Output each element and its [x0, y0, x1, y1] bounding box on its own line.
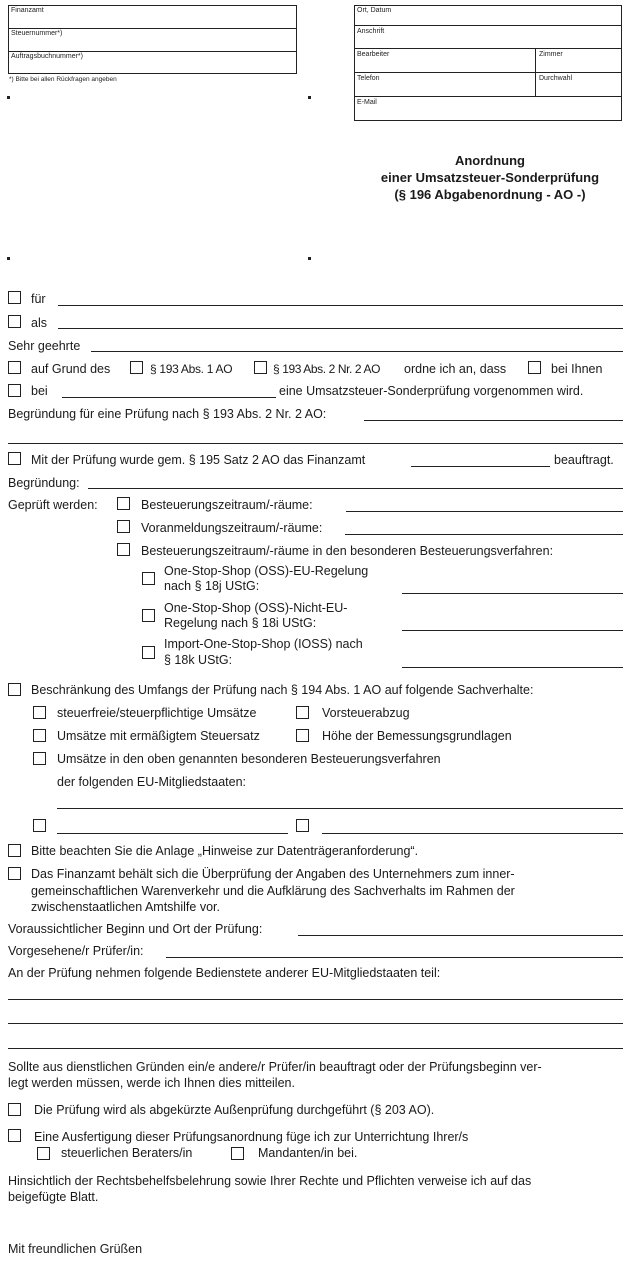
- als-input-line[interactable]: [58, 328, 623, 329]
- besteuerungszeitraum-label: Besteuerungszeitraum/-räume:: [141, 498, 313, 512]
- document-title-line2: einer Umsatzsteuer-Sonderprüfung: [380, 170, 600, 185]
- finanzamt-label: Finanzamt: [11, 7, 44, 14]
- voranmeldungszeitraum-checkbox[interactable]: [117, 520, 130, 533]
- fold-marker: [308, 257, 311, 260]
- vorsteuerabzug-label: Vorsteuerabzug: [322, 706, 410, 720]
- finanzamt-beauftragt-label: Mit der Prüfung wurde gem. § 195 Satz 2 AO das Finanzamt: [31, 453, 366, 467]
- beauftragt-label: beauftragt.: [554, 453, 614, 467]
- steuernummer-label: Steuernummer*): [11, 30, 63, 37]
- divider: [8, 28, 297, 29]
- durchwahl-label: Durchwahl: [539, 75, 573, 82]
- sonstige-1-checkbox[interactable]: [33, 819, 46, 832]
- vorbehalt-checkbox[interactable]: [8, 867, 21, 880]
- divider: [535, 48, 536, 96]
- finanzamt-input-line[interactable]: [411, 466, 550, 467]
- beschraenkung-label: Beschränkung des Umfangs der Prüfung nach § 194 Abs. 1 AO auf folgende Sachverhalte:: [31, 683, 534, 697]
- fold-marker: [7, 257, 10, 260]
- als-label: als: [31, 316, 47, 330]
- eu-mitgliedstaaten-input-line[interactable]: [57, 808, 623, 809]
- voranmeldungszeitraum-input-line[interactable]: [345, 534, 623, 535]
- document-title-line3: (§ 196 Abgabenordnung - AO -): [394, 187, 586, 202]
- grussformel: Mit freundlichen Grüßen: [8, 1242, 143, 1256]
- bei-ihnen-checkbox[interactable]: [528, 361, 541, 374]
- divider: [354, 48, 622, 49]
- oss-eu-input-line[interactable]: [402, 593, 623, 594]
- telefon-label: Telefon: [357, 75, 380, 82]
- fold-marker: [7, 96, 10, 99]
- als-checkbox[interactable]: [8, 315, 21, 328]
- divider: [354, 72, 622, 73]
- divider: [354, 25, 622, 26]
- divider: [354, 96, 622, 97]
- anrede-label: Sehr geehrte: [8, 339, 81, 353]
- fuer-label: für: [31, 292, 46, 306]
- vorbehalt-line3: zwischenstaatlichen Amtshilfe vor.: [31, 900, 220, 914]
- beschraenkung-checkbox[interactable]: [8, 683, 21, 696]
- ioss-label-line2: § 18k UStG:: [164, 653, 233, 667]
- oss-eu-label-line1: One-Stop-Shop (OSS)-EU-Regelung: [164, 564, 369, 578]
- bemessung-label: Höhe der Bemessungsgrundlagen: [322, 729, 512, 743]
- beginn-ort-label: Voraussichtlicher Beginn und Ort der Prüfung:: [8, 922, 263, 936]
- auf-grund-label: auf Grund des: [31, 362, 111, 376]
- berater-checkbox[interactable]: [37, 1147, 50, 1160]
- abgekuerzt-checkbox[interactable]: [8, 1103, 21, 1116]
- oss-non-eu-label-line1: One-Stop-Shop (OSS)-Nicht-EU-: [164, 601, 348, 615]
- besondere-verfahren-label: Besteuerungszeitraum/-räume in den besonderen Besteuerungsverfahren:: [141, 544, 554, 558]
- oss-eu-checkbox[interactable]: [142, 572, 155, 585]
- anlage-label: Bitte beachten Sie die Anlage „Hinweise zur Datenträgeranforderung“.: [31, 844, 419, 858]
- fold-marker: [308, 96, 311, 99]
- begruendung-label: Begründung:: [8, 476, 80, 490]
- fuer-input-line[interactable]: [58, 305, 623, 306]
- par193-2-checkbox[interactable]: [254, 361, 267, 374]
- par193-2-label: § 193 Abs. 2 Nr. 2 AO: [273, 362, 381, 376]
- besteuerungszeitraum-checkbox[interactable]: [117, 497, 130, 510]
- dienstlich-line2: legt werden müssen, werde ich Ihnen dies mitteilen.: [8, 1076, 295, 1090]
- email-label: E-Mail: [357, 99, 377, 106]
- rueckfragen-note: *) Bitte bei allen Rückfragen angeben: [9, 76, 117, 83]
- document-title-line1: Anordnung: [454, 153, 526, 168]
- fuer-checkbox[interactable]: [8, 291, 21, 304]
- oss-eu-label-line2: nach § 18j UStG:: [164, 579, 260, 593]
- vorsteuerabzug-checkbox[interactable]: [296, 706, 309, 719]
- bedienstete-input-line-3[interactable]: [8, 1048, 623, 1049]
- anlage-checkbox[interactable]: [8, 844, 21, 857]
- ermaessigt-label: Umsätze mit ermäßigtem Steuersatz: [57, 729, 260, 743]
- begruendung-193-label: Begründung für eine Prüfung nach § 193 Abs. 2 Nr. 2 AO:: [8, 407, 327, 421]
- eu-mitgliedstaaten-label: der folgenden EU-Mitgliedstaaten:: [57, 775, 247, 789]
- vorgenommen-label: eine Umsatzsteuer-Sonderprüfung vorgenommen wird.: [279, 384, 584, 398]
- bedienstete-input-line-1[interactable]: [8, 999, 623, 1000]
- absender-box: [354, 5, 622, 121]
- ordne-an-label: ordne ich an, dass: [404, 362, 507, 376]
- pruefer-label: Vorgesehene/r Prüfer/in:: [8, 944, 144, 958]
- mandanten-checkbox[interactable]: [231, 1147, 244, 1160]
- ausfertigung-label: Eine Ausfertigung dieser Prüfungsanordnung füge ich zur Unterrichtung Ihrer/s: [34, 1130, 469, 1144]
- sonstige-2-input-line[interactable]: [322, 833, 623, 834]
- sonstige-1-input-line[interactable]: [57, 833, 288, 834]
- divider: [8, 51, 297, 52]
- bei-input-line[interactable]: [62, 397, 276, 398]
- par193-1-checkbox[interactable]: [130, 361, 143, 374]
- begruendung-input-line[interactable]: [88, 488, 623, 489]
- rechtsbehelf-line2: beigefügte Blatt.: [8, 1190, 99, 1204]
- besteuerungszeitraum-input-line[interactable]: [346, 511, 623, 512]
- bei-ihnen-label: bei Ihnen: [551, 362, 603, 376]
- bedienstete-input-line-2[interactable]: [8, 1023, 623, 1024]
- oss-non-eu-checkbox[interactable]: [142, 609, 155, 622]
- mandanten-label: Mandanten/in bei.: [258, 1146, 358, 1160]
- finanzamt-beauftragt-checkbox[interactable]: [8, 452, 21, 465]
- dienstlich-line1: Sollte aus dienstlichen Gründen ein/e andere/r Prüfer/in beauftragt oder der Prüfungsbeginn ver-: [8, 1060, 542, 1074]
- ioss-input-line[interactable]: [402, 667, 623, 668]
- geprueft-werden-label: Geprüft werden:: [8, 498, 98, 512]
- voranmeldungszeitraum-label: Voranmeldungszeitraum/-räume:: [141, 521, 323, 535]
- begruendung-193-input-line[interactable]: [364, 420, 623, 421]
- umsaetze-besondere-checkbox[interactable]: [33, 752, 46, 765]
- sonstige-2-checkbox[interactable]: [296, 819, 309, 832]
- anrede-input-line[interactable]: [91, 351, 623, 352]
- finanzamt-box: [8, 5, 297, 74]
- begruendung-193-input-line-2[interactable]: [8, 443, 623, 444]
- bearbeiter-label: Bearbeiter: [357, 51, 390, 58]
- rechtsbehelf-line1: Hinsichtlich der Rechtsbehelfsbelehrung sowie Ihrer Rechte und Pflichten verweise ich auf das: [8, 1174, 532, 1188]
- anschrift-label: Anschrift: [357, 28, 385, 35]
- steuerfreie-label: steuerfreie/steuerpflichtige Umsätze: [57, 706, 257, 720]
- ort-datum-label: Ort, Datum: [357, 7, 392, 14]
- steuerfreie-checkbox[interactable]: [33, 706, 46, 719]
- vorbehalt-line1: Das Finanzamt behält sich die Überprüfung der Angaben des Unternehmers zum inner-: [31, 867, 515, 881]
- oss-non-eu-input-line[interactable]: [402, 630, 623, 631]
- bei-checkbox[interactable]: [8, 384, 21, 397]
- auf-grund-checkbox[interactable]: [8, 361, 21, 374]
- besondere-verfahren-checkbox[interactable]: [117, 543, 130, 556]
- vorbehalt-line2: gemeinschaftlichen Warenverkehr und die Aufklärung des Sachverhalts im Rahmen der: [31, 884, 515, 898]
- par193-1-label: § 193 Abs. 1 AO: [150, 362, 233, 376]
- ioss-checkbox[interactable]: [142, 646, 155, 659]
- zimmer-label: Zimmer: [539, 51, 563, 58]
- bemessung-checkbox[interactable]: [296, 729, 309, 742]
- pruefer-input-line[interactable]: [166, 957, 623, 958]
- umsaetze-besondere-label: Umsätze in den oben genannten besonderen Besteuerungsverfahren: [57, 752, 441, 766]
- bedienstete-label: An der Prüfung nehmen folgende Bedienstete anderer EU-Mitgliedstaaten teil:: [8, 966, 441, 980]
- oss-non-eu-label-line2: Regelung nach § 18i UStG:: [164, 616, 317, 630]
- bei-label: bei: [31, 384, 48, 398]
- beginn-ort-input-line[interactable]: [298, 935, 623, 936]
- ermaessigt-checkbox[interactable]: [33, 729, 46, 742]
- auftragsbuchnummer-label: Auftragsbuchnummer*): [11, 53, 83, 60]
- ioss-label-line1: Import-One-Stop-Shop (IOSS) nach: [164, 637, 363, 651]
- abgekuerzt-label: Die Prüfung wird als abgekürzte Außenprüfung durchgeführt (§ 203 AO).: [34, 1103, 435, 1117]
- berater-label: steuerlichen Beraters/in: [61, 1146, 193, 1160]
- ausfertigung-checkbox[interactable]: [8, 1129, 21, 1142]
